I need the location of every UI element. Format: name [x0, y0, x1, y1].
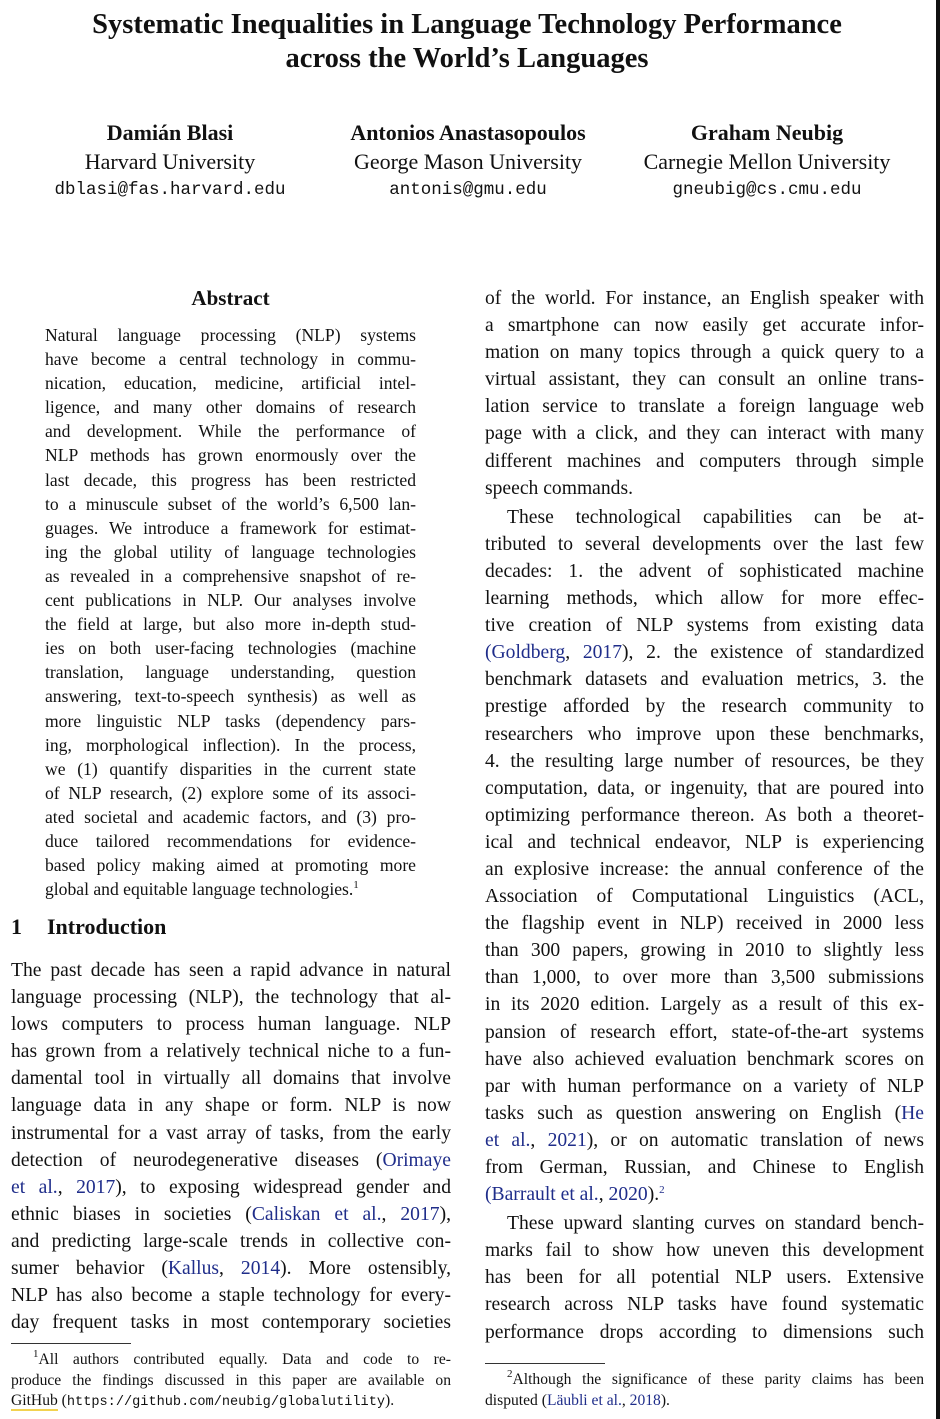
title-line-1: Systematic Inequalities in Language Technology Performance: [92, 9, 842, 40]
body-line: These upward slanting curves on standard bench-: [507, 1213, 924, 1235]
body-line: has grown from a relatively technical niche to a fun-: [11, 1041, 451, 1063]
citation-goldberg[interactable]: Goldberg: [491, 642, 566, 664]
citation-goldberg-year[interactable]: 2017: [582, 642, 623, 664]
section-heading-introduction: [11, 912, 166, 942]
body-line: [485, 1127, 924, 1154]
footnote-mark: 2: [507, 1368, 513, 1380]
footnote-text: Although the significance of these parity claims has been: [512, 1371, 924, 1388]
footnote-line: [11, 1350, 451, 1371]
body-line: mation on many topics through a quick query to a: [485, 342, 924, 364]
footnote-text: All authors contributed equally. Data and code to re-: [38, 1351, 451, 1368]
abstract-heading: Abstract: [191, 286, 270, 310]
abstract-line-last: [45, 877, 416, 901]
abstract-line: more linguistic NLP tasks (dependency pars-: [45, 710, 416, 731]
body-line: learning methods, which allow for more effec-: [485, 588, 924, 610]
abstract-line: nication, education, medicine, artificial intel-: [45, 373, 416, 394]
author-name: Antonios Anastasopoulos: [350, 120, 586, 145]
body-line: page with a click, and they can interact with many: [485, 423, 924, 445]
body-line: performance drops according to dimensions such: [485, 1321, 924, 1343]
abstract-line-text: global and equitable language technologies.: [45, 879, 354, 900]
body-line: than 1,000, to over more than 3,500 submissions: [485, 967, 924, 989]
citation-caliskan-year[interactable]: 2017: [400, 1203, 440, 1225]
abstract-line: ies on both user-facing technologies (machine: [45, 638, 416, 659]
footnote-rule-right: [485, 1363, 605, 1364]
footnote-text: disputed (: [485, 1391, 547, 1409]
section-number: 1: [11, 914, 22, 939]
author-affiliation: George Mason University: [353, 149, 583, 174]
author-name: Damián Blasi: [106, 120, 234, 145]
abstract-line: Natural language processing (NLP) systems: [45, 325, 416, 345]
section-title: Introduction: [47, 914, 167, 939]
body-line: have also achieved evaluation benchmark scores on: [485, 1048, 924, 1070]
abstract-line: of NLP research, (2) explore some of its associ-: [45, 782, 416, 803]
body-line: instrumental for a vast array of tasks, from the early: [11, 1122, 451, 1144]
body-line: researchers who improve upon these benchmarks,: [485, 723, 924, 745]
footnote-mark: 1: [33, 1348, 39, 1360]
body-line: The past decade has seen a rapid advance in natural: [11, 960, 451, 981]
citation-orimaye[interactable]: Orimaye: [382, 1149, 451, 1171]
citation-barrault-year[interactable]: 2020: [608, 1184, 648, 1206]
body-text: detection of neurodegenerative diseases (: [11, 1149, 383, 1171]
footnote-line: [11, 1391, 451, 1412]
citation-orimaye-etal[interactable]: et al.: [11, 1176, 58, 1198]
body-line: [11, 1174, 451, 1201]
abstract-line: and development. While the performance of: [45, 421, 416, 442]
body-line: prestige afforded by the research community to: [485, 696, 924, 718]
body-line: tive creation of NLP systems from existing data: [485, 615, 924, 637]
body-text: ,: [381, 1203, 401, 1225]
body-text: ,: [530, 1129, 548, 1151]
intro-right-column: [485, 285, 924, 1346]
body-line: benchmark datasets and evaluation metrics, 3. the: [485, 669, 924, 691]
body-line: marks fail to show how uneven this development: [485, 1240, 924, 1262]
body-line: These technological capabilities can be at-: [507, 506, 924, 528]
abstract-line: answering, text-to-speech synthesis) as well as: [45, 686, 416, 707]
footnote-line: produce the findings discussed in this paper are available on: [11, 1371, 451, 1389]
body-line: than 300 papers, growing in 2010 to slightly less: [485, 940, 924, 962]
footnote-text: (: [57, 1392, 67, 1409]
title-line-2: across the World’s Languages: [285, 43, 649, 74]
footnote-text: ).: [385, 1392, 395, 1409]
citation-laubli[interactable]: Läubli et al.: [546, 1391, 622, 1409]
citation-laubli-year[interactable]: 2018: [629, 1391, 661, 1409]
footnote-ref-1[interactable]: 1: [353, 879, 359, 892]
body-line: pansion of research effort, state-of-the-art systems: [485, 1021, 924, 1043]
footnote-ref-2[interactable]: 2: [659, 1184, 665, 1197]
body-line: NLP has also become a staple technology for every-: [11, 1285, 451, 1307]
body-text: ),: [439, 1203, 451, 1225]
body-line: language data in any shape or form. NLP is now: [11, 1095, 451, 1117]
body-text: sumer behavior (: [11, 1258, 168, 1280]
citation-barrault[interactable]: Barrault et al.: [491, 1184, 599, 1206]
author-block-anastasopoulos: [318, 118, 618, 205]
github-url-link[interactable]: https://github.com/neubig/globalutility: [66, 1395, 386, 1410]
body-line: an explosive increase: the annual conference of the: [485, 858, 924, 880]
body-text: ). More ostensibly,: [280, 1258, 451, 1280]
author-email[interactable]: dblasi@fas.harvard.edu: [54, 180, 286, 200]
citation-he-year[interactable]: 2021: [547, 1129, 587, 1151]
author-email[interactable]: gneubig@cs.cmu.edu: [672, 180, 862, 200]
page-edge-shadow: [936, 0, 940, 1419]
citation-orimaye-year[interactable]: 2017: [76, 1176, 116, 1198]
intro-left-column: [11, 957, 451, 1336]
body-line: computation, data, or ingenuity, that are poured into: [485, 777, 924, 799]
abstract-line: translation, language understanding, question: [45, 662, 416, 683]
body-line: research across NLP tasks have found systematic: [485, 1294, 924, 1316]
author-affiliation: Harvard University: [84, 149, 256, 174]
abstract-line: NLP methods has grown enormously over the: [45, 445, 416, 466]
citation-kallus-year[interactable]: 2014: [240, 1258, 281, 1280]
body-line: ical and technical endeavor, NLP is experiencing: [485, 831, 924, 853]
abstract-line: ing, morphological inflection). In the process,: [45, 734, 416, 755]
author-block-blasi: [20, 118, 320, 205]
footnote-line: [485, 1391, 924, 1412]
abstract-line: last decade, this progress has been restricted: [45, 469, 416, 490]
body-line: day frequent tasks in most contemporary societies: [11, 1312, 451, 1334]
body-line: tributed to several developments over the last few: [485, 533, 924, 555]
author-name: Graham Neubig: [690, 120, 844, 145]
body-line: a smartphone can now easily get accurate infor-: [485, 315, 924, 337]
abstract-line: duce tailored recommendations for evidence-: [45, 830, 416, 851]
footnote-line: [485, 1370, 924, 1391]
body-text: tasks such as question answering on English (: [485, 1102, 902, 1124]
body-line: lows computers to process human language. NLP: [11, 1014, 451, 1036]
body-line: [485, 1100, 924, 1127]
abstract-line: ligence, and many other domains of research: [45, 397, 416, 418]
footnote-text: ).: [660, 1391, 670, 1409]
author-block-neubig: [617, 118, 917, 205]
abstract-line: ated societal and academic factors, and (3) pro-: [45, 806, 416, 827]
footnote-2: [485, 1370, 924, 1411]
citation-paren: (: [485, 642, 492, 664]
body-text: ethnic biases in societies (: [11, 1203, 252, 1225]
body-text: ).: [647, 1184, 660, 1206]
abstract-body: [45, 323, 416, 901]
author-email[interactable]: antonis@gmu.edu: [389, 180, 547, 200]
body-line: and predicting large-scale trends in collective con-: [11, 1230, 451, 1252]
github-link[interactable]: GitHub: [11, 1392, 58, 1409]
abstract-line: based policy making aimed at promoting more: [45, 855, 416, 876]
body-line: Association of Computational Linguistics (ACL,: [485, 886, 924, 908]
abstract-line: guages. We introduce a framework for estimat-: [45, 517, 416, 538]
footnote-1: [11, 1350, 451, 1412]
body-line: [11, 1201, 451, 1228]
abstract-line: to a minuscule subset of the world’s 6,500 lan-: [45, 493, 416, 514]
abstract-line: cent publications in NLP. Our analyses involve: [45, 590, 416, 611]
body-text: ), to exposing widespread gender and: [115, 1176, 452, 1198]
body-line: lation service to translate a foreign language web: [485, 396, 924, 418]
body-line: different machines and computers through simple: [485, 450, 924, 472]
body-text: ), 2. the existence of standardized: [622, 642, 924, 664]
body-text: ,: [219, 1258, 241, 1280]
abstract-line: we (1) quantify disparities in the current state: [45, 758, 416, 779]
author-affiliation: Carnegie Mellon University: [643, 149, 891, 174]
body-line: the flagship event in NLP) received in 2000 less: [485, 913, 924, 935]
body-line: damental tool in virtually all domains that involve: [11, 1068, 451, 1090]
body-line: of the world. For instance, an English speaker with: [485, 288, 924, 309]
body-line: virtual assistant, they can consult an online trans-: [485, 369, 924, 391]
body-line: optimizing performance thereon. As both a theoret-: [485, 804, 924, 826]
body-text: ), or on automatic translation of news: [586, 1129, 925, 1151]
body-line: has been for all potential NLP users. Extensive: [485, 1267, 924, 1289]
body-line: [11, 1147, 451, 1174]
footnote-rule-left: [11, 1343, 131, 1344]
body-text: ,: [565, 642, 583, 664]
body-line: decades: 1. the advent of sophisticated machine: [485, 560, 924, 582]
abstract-line: as revealed in a comprehensive snapshot of re-: [45, 565, 416, 586]
body-line: speech commands.: [485, 477, 633, 499]
body-line: [485, 639, 924, 666]
body-text: ,: [57, 1176, 77, 1198]
body-line: par with human performance on a variety of NLP: [485, 1075, 924, 1097]
body-line: [485, 1181, 924, 1208]
body-line: 4. the resulting large number of resources, be they: [485, 750, 924, 772]
body-line: language processing (NLP), the technology that al-: [11, 987, 451, 1009]
citation-caliskan[interactable]: Caliskan et al.: [251, 1203, 382, 1225]
citation-paren: (: [485, 1184, 492, 1206]
abstract-line: have become a central technology in commu-: [45, 349, 416, 370]
citation-he-etal[interactable]: et al.: [485, 1129, 531, 1151]
body-text: ,: [598, 1184, 609, 1206]
body-line: from German, Russian, and Chinese to English: [485, 1157, 924, 1178]
abstract-line: ing the global utility of language technologies: [45, 541, 416, 562]
body-line: in its 2020 edition. Largely as a result of this ex-: [485, 994, 924, 1016]
footnote-text: ,: [621, 1391, 630, 1409]
citation-he[interactable]: He: [901, 1102, 924, 1124]
abstract-line: the field at large, but also more in-depth stud-: [45, 614, 416, 635]
paper-title: [0, 8, 934, 76]
body-line: [11, 1255, 451, 1282]
citation-kallus[interactable]: Kallus: [167, 1258, 220, 1280]
